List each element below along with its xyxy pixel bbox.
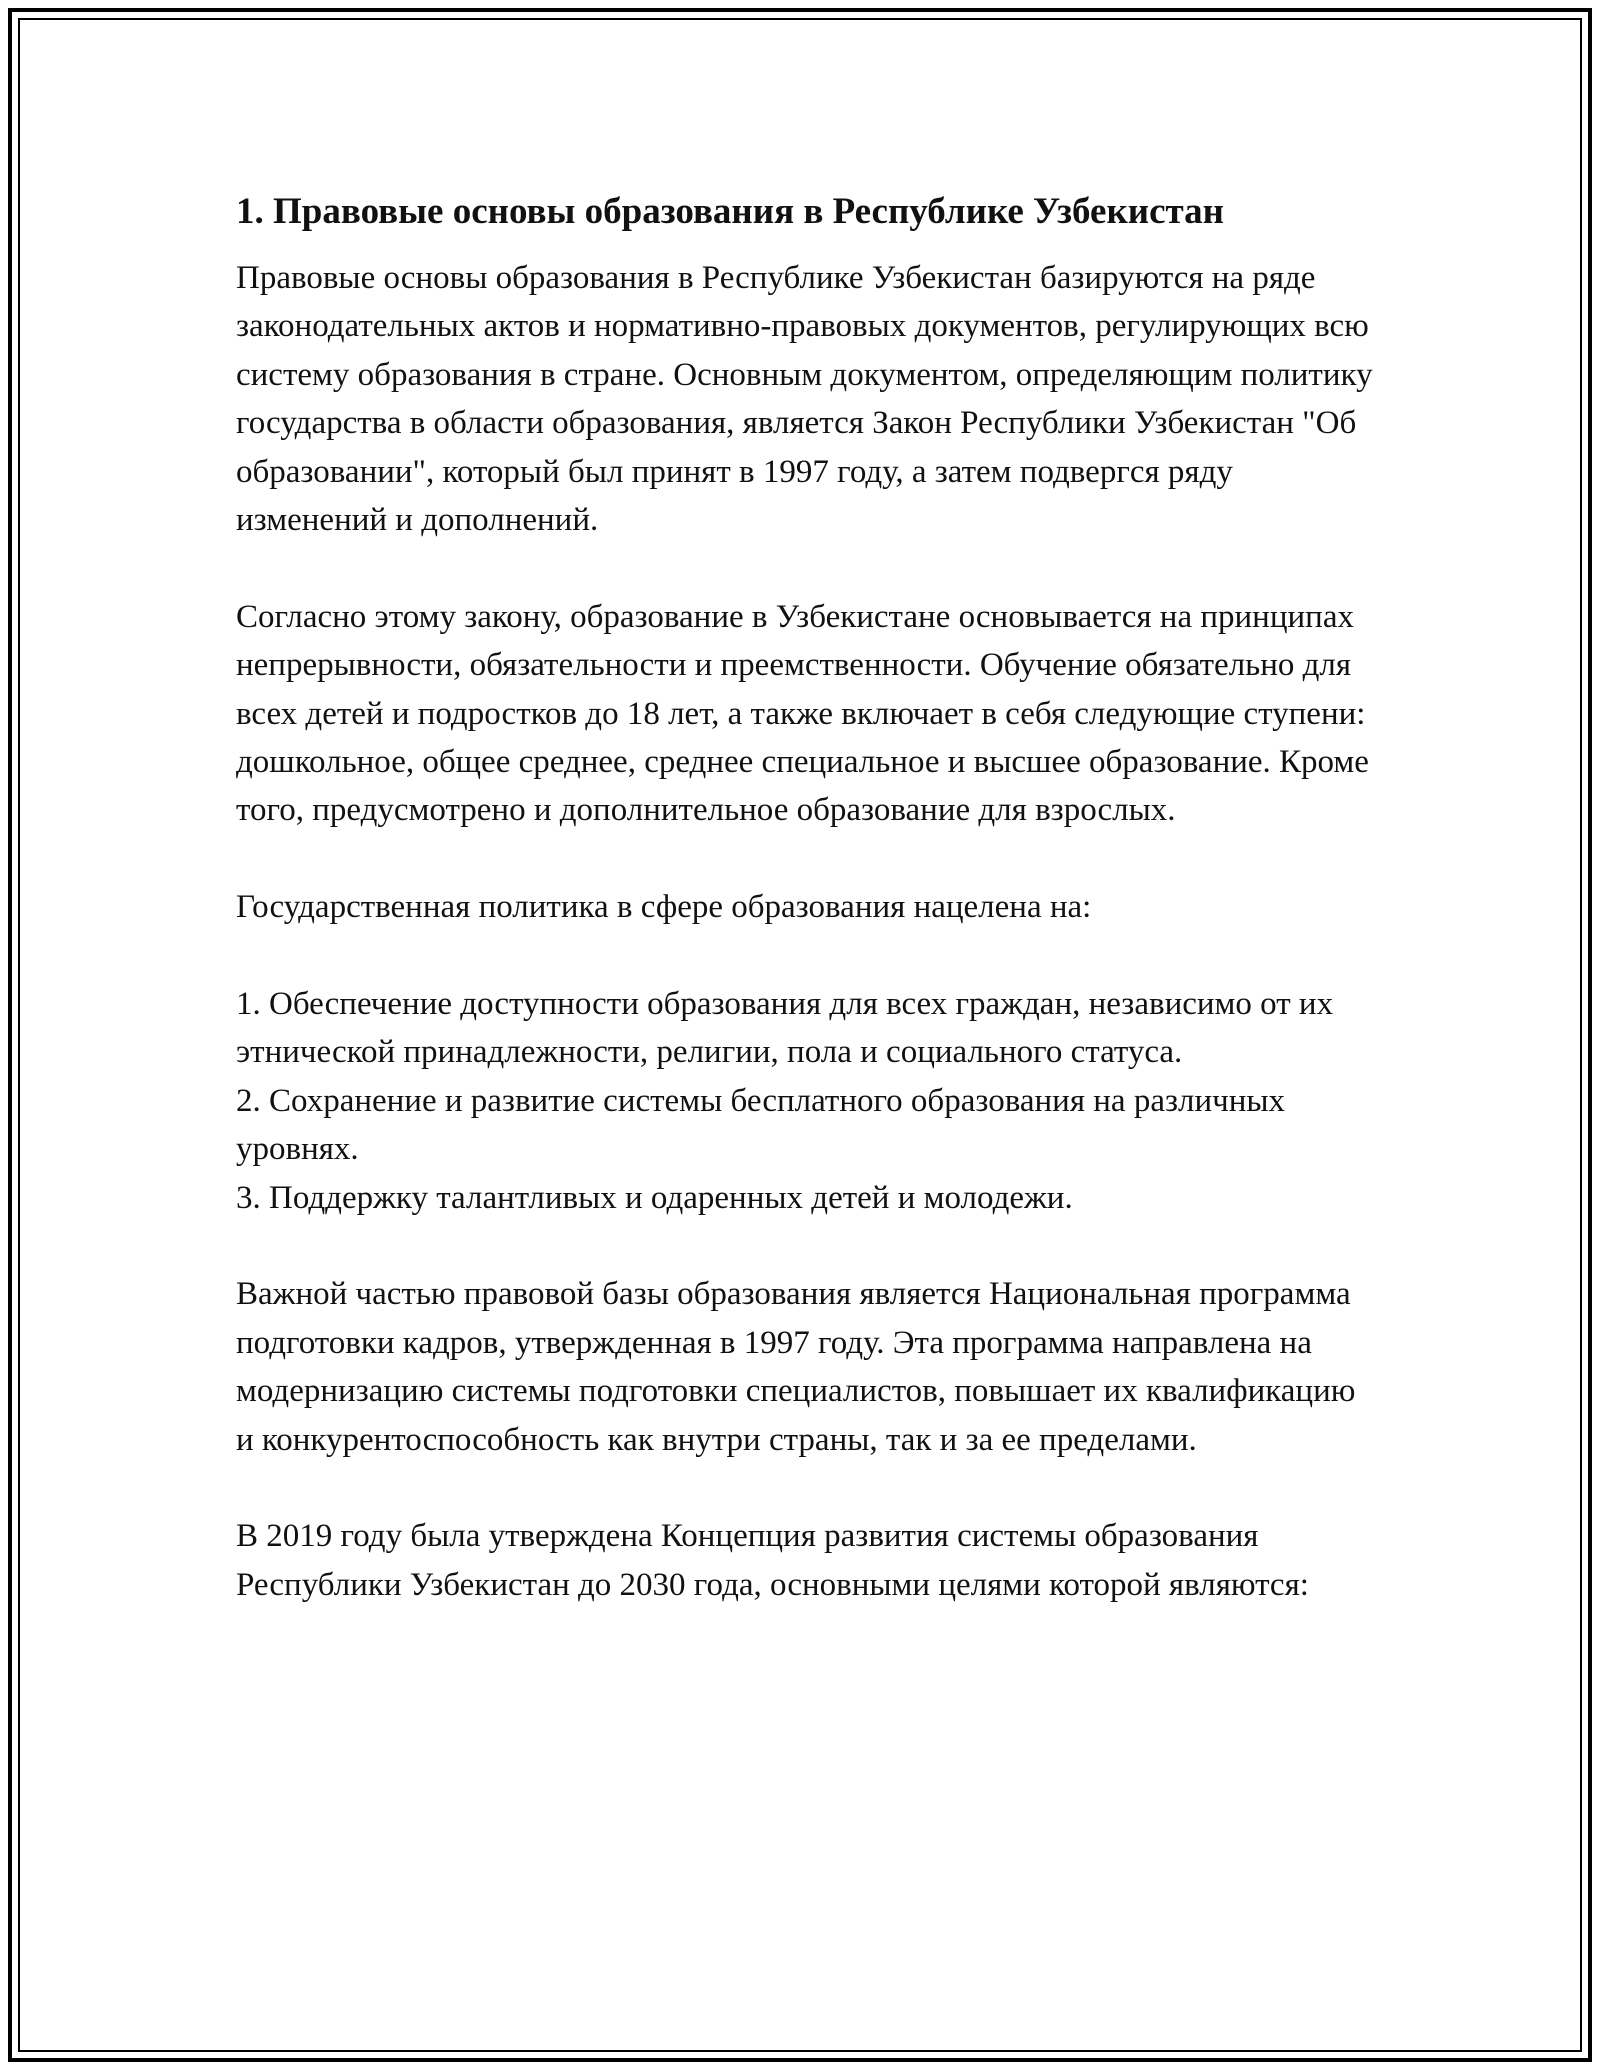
list-item: 1. Обеспечение доступности образования для всех граждан, независимо от их этнической принадлежности, религии, пола и социального статуса. [236,986,1334,1071]
list-item: 2. Сохранение и развитие системы бесплатного образования на различных уровнях. [236,1082,1286,1168]
section-heading: 1. Правовые основы образования в Республике Узбекистан [236,191,1224,232]
policy-goals-list [236,980,1376,1222]
paragraph-national-program: Важной частью правовой базы образования является Национальная программа подготовки кадров, утвержденная в 1997 году. Эта программа направлена на модернизацию системы подготовки специалистов, повышает их квалификацию и конкурентоспособность как внутри страны, так и за ее пределами. [236,1276,1356,1458]
paragraph-concept-2030: В 2019 году была утверждена Концепция развития системы образования Республики Узбекистан до 2030 года, основными целями которой являются: [236,1518,1309,1603]
document-body [236,186,1376,1658]
paragraph-policy-intro: Государственная политика в сфере образования нацелена на: [236,889,1092,926]
list-item: 3. Поддержку талантливых и одаренных детей и молодежи. [236,1179,1073,1216]
paragraph-principles: Согласно этому закону, образование в Узбекистане основывается на принципах непрерывности, обязательности и преемственности. Обучение обязательно для всех детей и подростков до 18 лет, а также включает в себя следующие ступени: дошкольное, общее среднее, среднее специальное и высшее образование. Кроме того, предусмотрено и дополнительное образование для взрослых. [236,598,1369,829]
paragraph-legal-basis: Правовые основы образования в Республике Узбекистан базируются на ряде законодательных актов и нормативно-правовых документов, регулирующих всю систему образования в стране. Основным документом, определяющим политику государства в области образования, является Закон Республики Узбекистан "Об образовании", который был принят в 1997 году, а затем подвергся ряду изменений и дополнений. [236,260,1373,539]
